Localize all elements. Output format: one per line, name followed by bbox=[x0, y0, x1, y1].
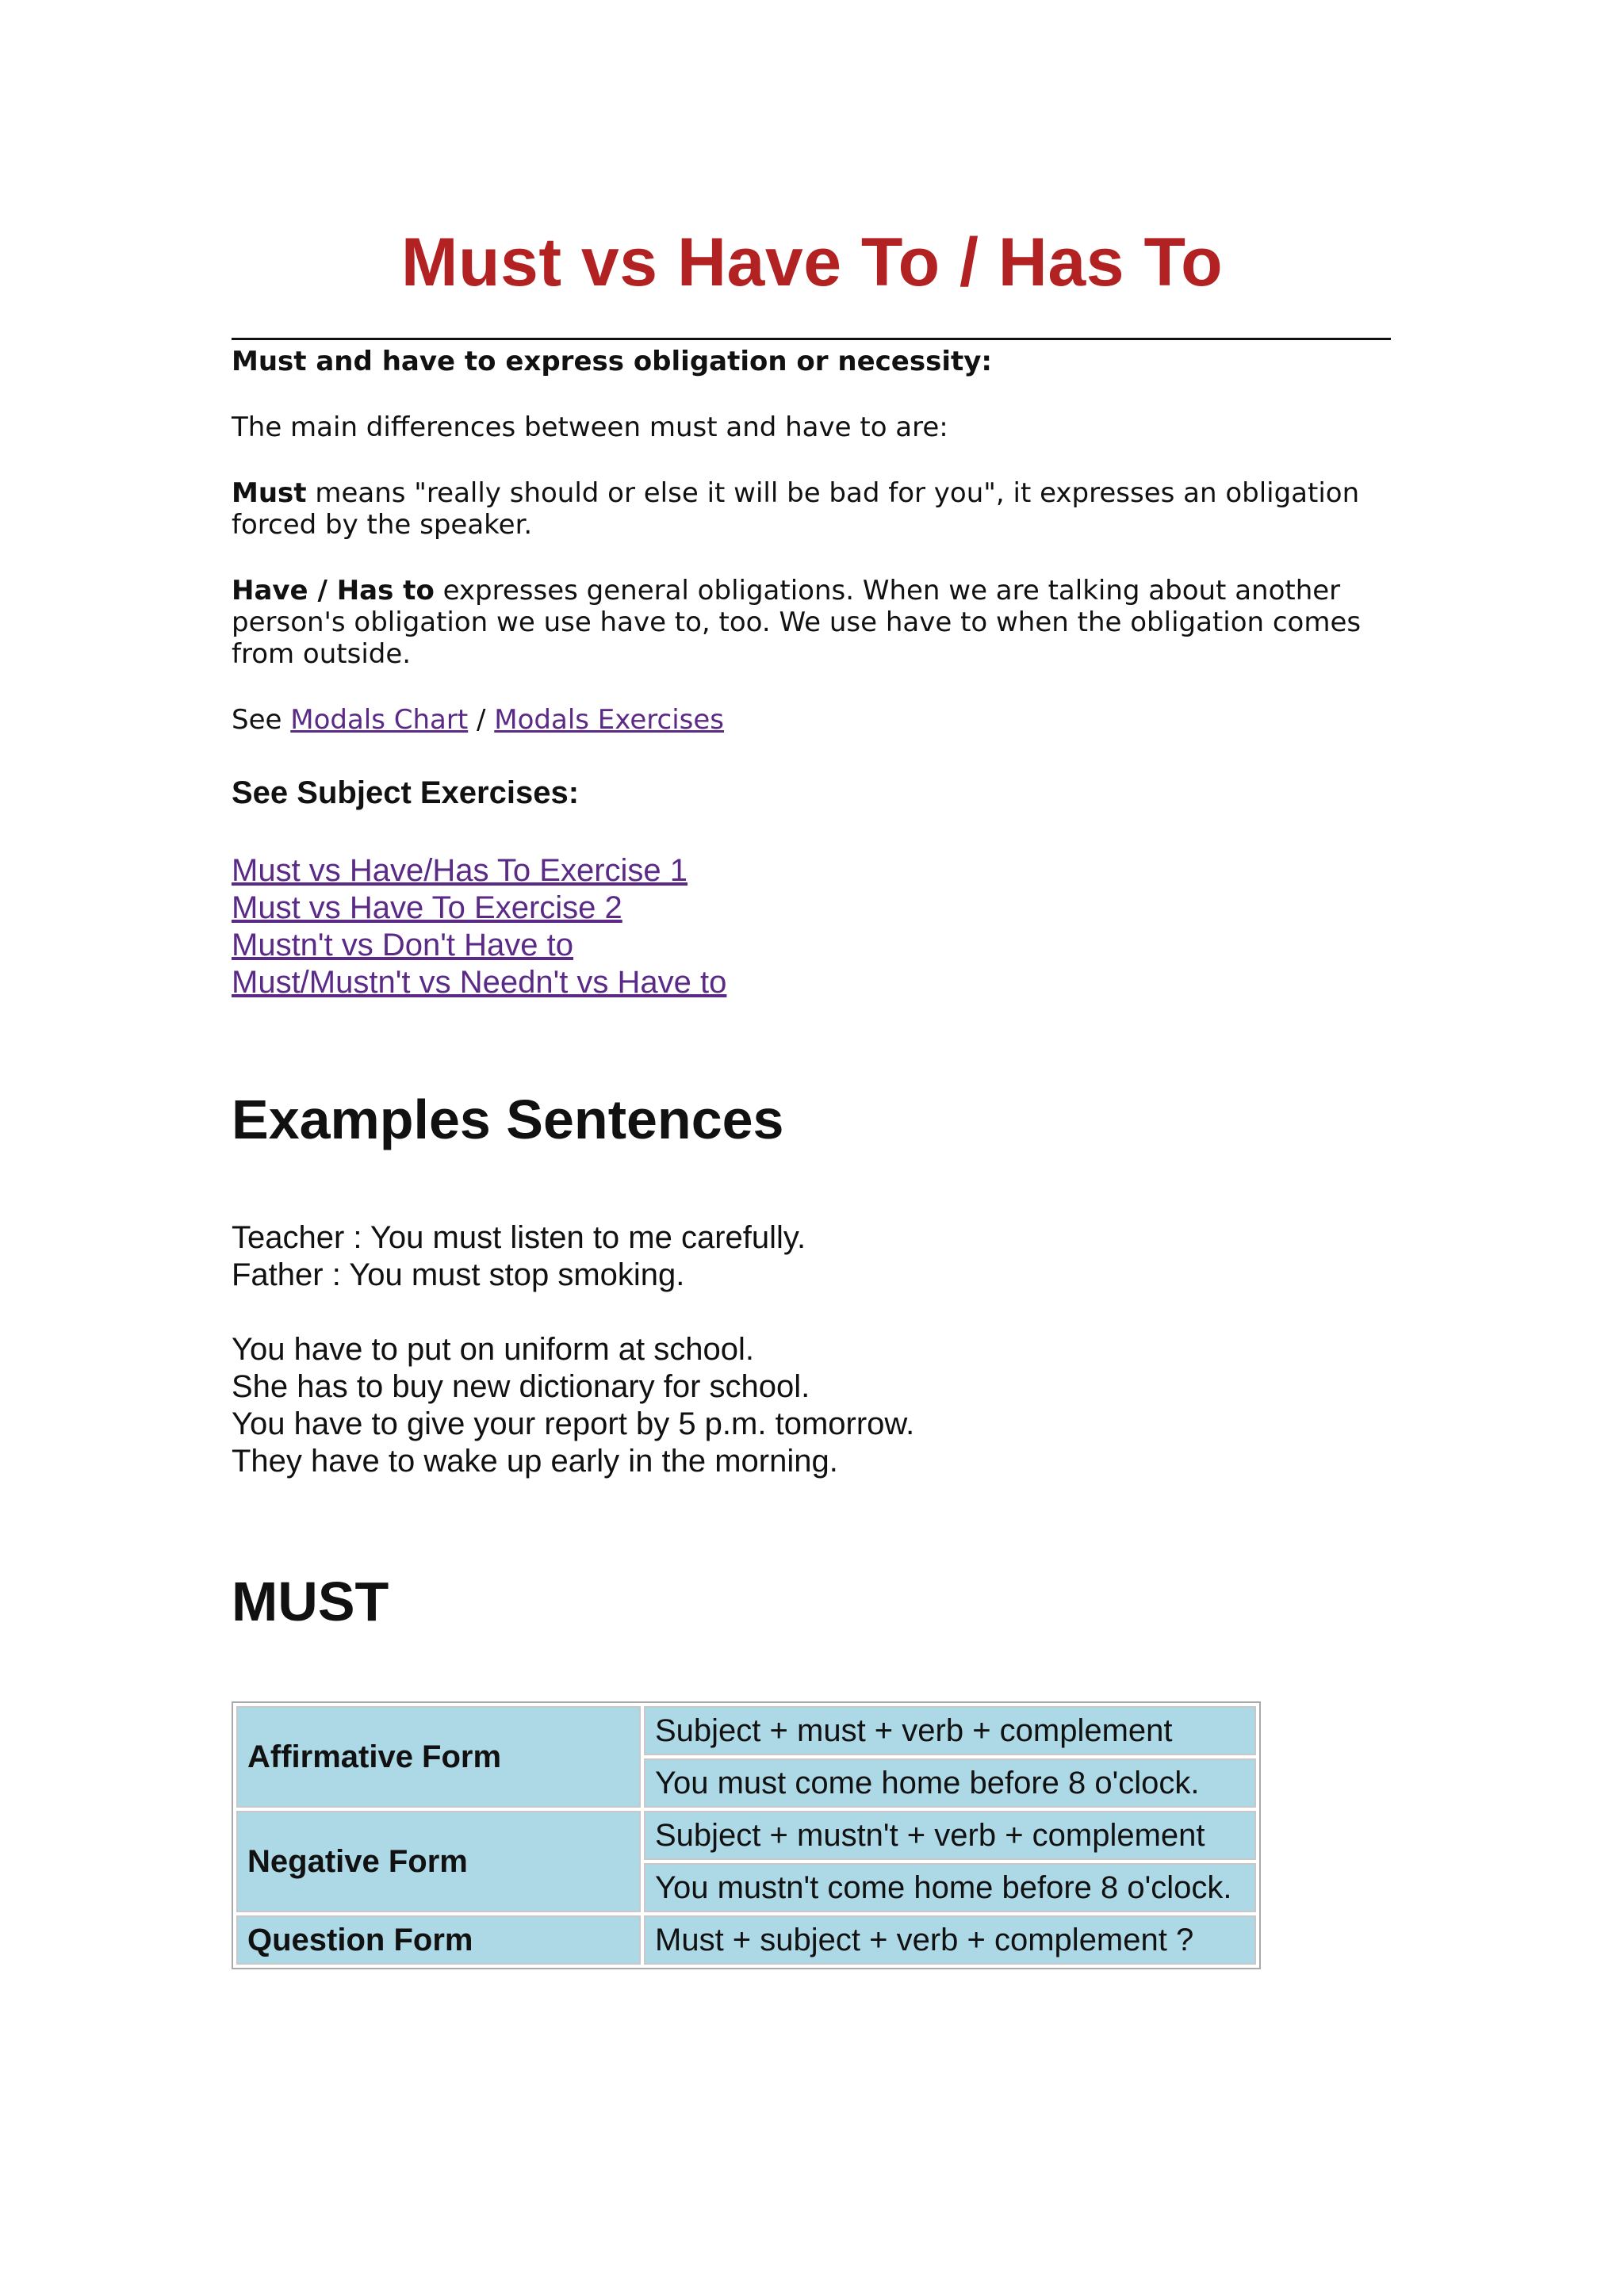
must-definition bbox=[232, 477, 1365, 541]
modals-exercises-link[interactable]: Modals Exercises bbox=[494, 704, 724, 736]
must-definition-text: means "really should or else it will be bad for you", it expresses an obligation forced by the speaker. bbox=[232, 477, 1360, 541]
negative-label: Negative Form bbox=[236, 1811, 641, 1912]
have-definition bbox=[232, 575, 1365, 670]
exercise-link-1[interactable]: Must vs Have/Has To Exercise 1 bbox=[232, 853, 688, 888]
negative-structure: Subject + mustn't + verb + complement bbox=[644, 1811, 1256, 1860]
must-term: Must bbox=[232, 477, 307, 509]
exercise-link-4[interactable]: Must/Mustn't vs Needn't vs Have to bbox=[232, 965, 727, 1000]
affirmative-label: Affirmative Form bbox=[236, 1706, 641, 1808]
have-definition-text: expresses general obligations. When we are talking about another person's obligation we use have to, too. We use have to when the obligation comes from outside. bbox=[232, 575, 1362, 670]
table-row bbox=[236, 1811, 1256, 1860]
must-heading: MUST bbox=[232, 1571, 389, 1632]
example-sentence: She has to buy new dictionary for school. bbox=[232, 1369, 810, 1404]
negative-example: You mustn't come home before 8 o'clock. bbox=[644, 1863, 1256, 1912]
example-sentence: Father : You must stop smoking. bbox=[232, 1257, 685, 1292]
must-forms-table bbox=[232, 1701, 1261, 1969]
example-sentence: They have to wake up early in the morning. bbox=[232, 1444, 838, 1479]
affirmative-structure: Subject + must + verb + complement bbox=[644, 1706, 1256, 1755]
link-separator: / bbox=[468, 704, 495, 736]
exercise-link-3[interactable]: Mustn't vs Don't Have to bbox=[232, 928, 573, 962]
table-row bbox=[236, 1706, 1256, 1755]
exercise-links bbox=[232, 852, 726, 1001]
question-label: Question Form bbox=[236, 1915, 641, 1965]
have-term: Have / Has to bbox=[232, 575, 435, 607]
intro-section bbox=[232, 341, 1365, 736]
examples-heading: Examples Sentences bbox=[232, 1089, 784, 1150]
example-sentence: You have to put on uniform at school. bbox=[232, 1332, 754, 1367]
intro-lead: Must and have to express obligation or necessity: bbox=[232, 346, 992, 377]
example-sentence: You have to give your report by 5 p.m. tomorrow. bbox=[232, 1406, 915, 1441]
example-sentence: Teacher : You must listen to me carefully. bbox=[232, 1220, 806, 1255]
modals-chart-link[interactable]: Modals Chart bbox=[290, 704, 469, 736]
table-row bbox=[236, 1915, 1256, 1965]
differences-text: The main differences between must and have to are: bbox=[232, 411, 948, 443]
see-modals-line bbox=[232, 704, 1365, 736]
page-title: Must vs Have To / Has To bbox=[400, 224, 1224, 300]
title-divider bbox=[232, 338, 1391, 340]
question-structure: Must + subject + verb + complement ? bbox=[644, 1915, 1256, 1965]
affirmative-example: You must come home before 8 o'clock. bbox=[644, 1758, 1256, 1808]
subject-exercises-heading: See Subject Exercises: bbox=[232, 775, 580, 810]
example-sentences bbox=[232, 1219, 914, 1480]
exercise-link-2[interactable]: Must vs Have To Exercise 2 bbox=[232, 890, 622, 925]
see-prefix: See bbox=[232, 704, 291, 736]
